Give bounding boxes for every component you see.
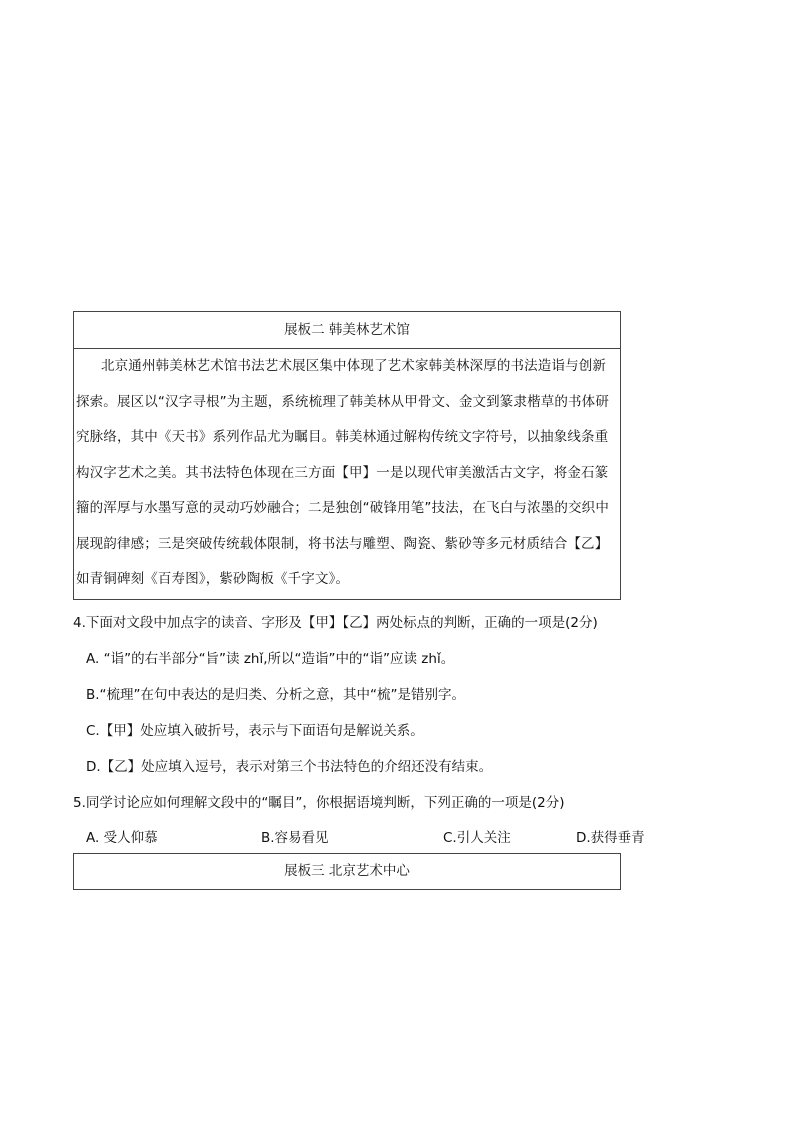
panel-2-line: 构汉字艺术之美。其书法特色体现在三方面【甲】一是以现代审美激活古文字，将金石篆 — [76, 464, 609, 481]
question-4-option-d: D.【乙】处应填入逗号，表示对第三个书法特色的介绍还没有结束。 — [86, 759, 493, 775]
panel-2-box — [73, 311, 621, 600]
panel-2-line: 如青铜碑刻《百寿图》，紫砂陶板《千字文》。 — [76, 571, 350, 587]
panel-2-line: 展现韵律感；三是突破传统载体限制，将书法与雕塑、陶瓷、紫砂等多元材质结合【乙】 — [76, 535, 609, 552]
question-5-option-b: B.容易看见 — [261, 830, 329, 846]
question-5-option-d: D.获得垂青 — [576, 830, 645, 846]
question-4-option-b: B.“梳理”在句中表达的是归类、分析之意，其中“梳”是错别字。 — [86, 687, 466, 703]
panel-2-line: 北京通州韩美林艺术馆书法艺术展区集中体现了艺术家韩美林深厚的书法造诣与创新 — [101, 358, 607, 374]
question-4-option-a: A. “诣”的右半部分“旨”读 zhǐ,所以“造诣”中的“诣”应读 zhǐ。 — [86, 651, 455, 667]
question-5-option-c: C.引人关注 — [443, 830, 511, 846]
panel-2-line: 探索。展区以“汉字寻根”为主题，系统梳理了韩美林从甲骨文、金文到篆隶楷草的书体研 — [76, 393, 609, 410]
question-4-option-c: C.【甲】处应填入破折号，表示与下面语句是解说关系。 — [86, 723, 424, 739]
panel-2-line: 籀的浑厚与水墨写意的灵动巧妙融合；二是独创“破锋用笔”技法，在飞白与浓墨的交织中 — [76, 500, 609, 516]
panel-3-title: 展板三 北京艺术中心 — [284, 863, 410, 879]
question-4-stem: 4.下面对文段中加点字的读音、字形及【甲】【乙】两处标点的判断，正确的一项是(2分) — [73, 615, 598, 631]
panel-2-line: 究脉络，其中《天书》系列作品尤为瞩目。韩美林通过解构传统文字符号，以抽象线条重 — [76, 429, 609, 445]
question-5-option-a: A. 受人仰慕 — [86, 830, 158, 846]
panel-3-box — [73, 853, 621, 890]
panel-2-body — [74, 349, 620, 598]
panel-2-title: 展板二 韩美林艺术馆 — [74, 312, 620, 349]
question-5-stem: 5.同学讨论应如何理解文段中的“瞩目”，你根据语境判断，下列正确的一项是(2分) — [73, 795, 565, 811]
